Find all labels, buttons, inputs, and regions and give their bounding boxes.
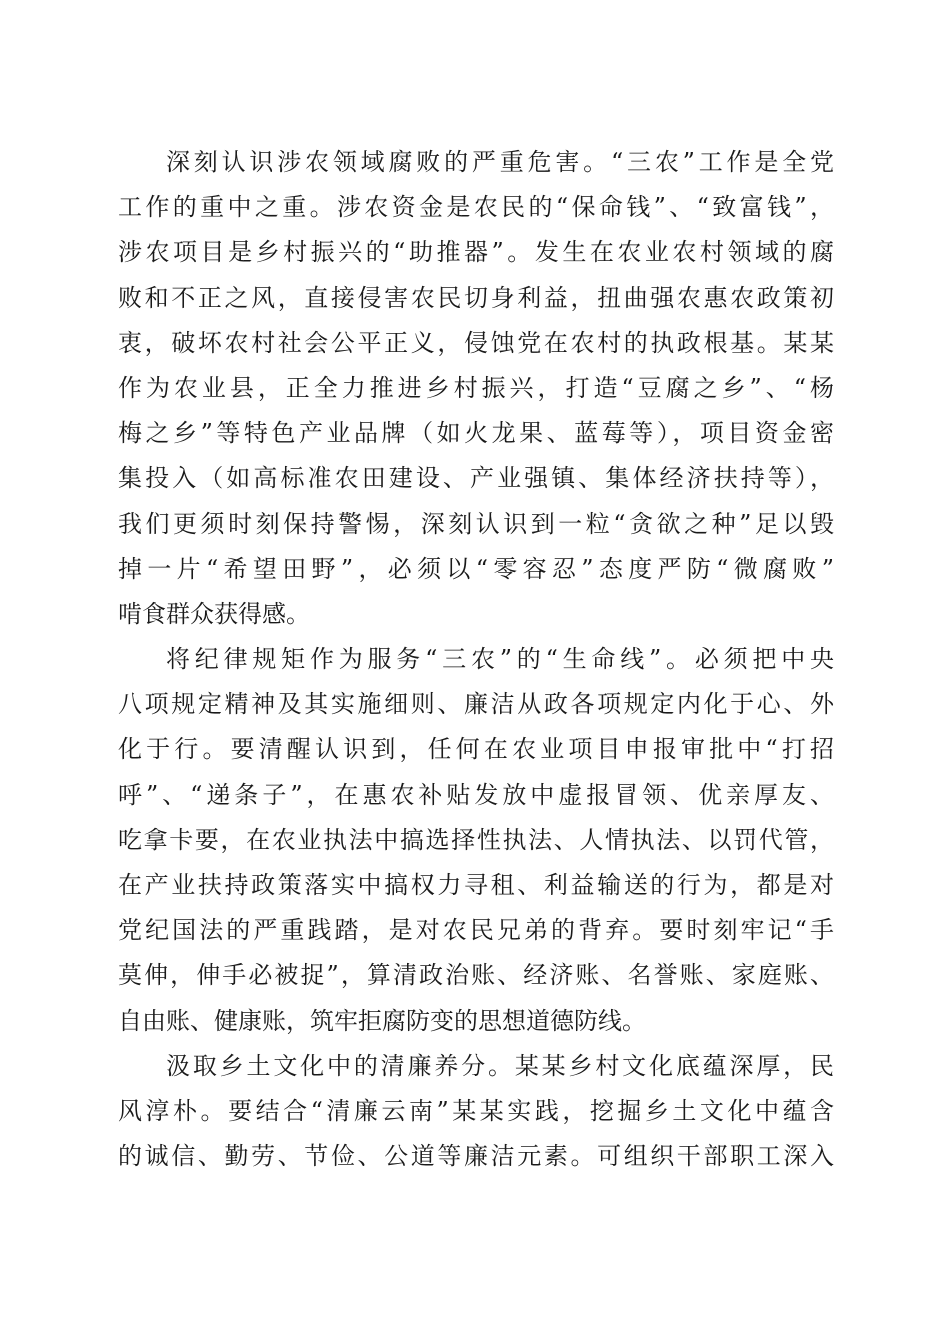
paragraph-discipline-lifeline [118, 637, 834, 1044]
text-line: 作为农业县，正全力推进乡村振兴，打造“豆腐之乡”、“杨 [118, 373, 834, 402]
paragraph-corruption-harm [118, 140, 834, 637]
text-line: 工作的重中之重。涉农资金是农民的“保命钱”、“致富钱”， [118, 193, 834, 222]
text-line: 梅之乡”等特色产业品牌（如火龙果、蓝莓等），项目资金密 [118, 419, 834, 448]
paragraph-rural-culture [118, 1044, 834, 1180]
document-page [118, 140, 834, 1179]
text-line: 自由账、健康账，筑牢拒腐防变的思想道德防线。 [118, 1006, 646, 1035]
text-line: 汲取乡土文化中的清廉养分。某某乡村文化底蕴深厚，民 [166, 1051, 834, 1080]
text-line: 化于行。要清醒认识到，任何在农业项目申报审批中“打招 [118, 735, 834, 764]
text-line: 衷，破坏农村社会公平正义，侵蚀党在农村的执政根基。某某 [118, 328, 834, 357]
text-line: 莫伸，伸手必被捉”，算清政治账、经济账、名誉账、家庭账、 [118, 961, 834, 990]
text-line: 吃拿卡要，在农业执法中搞选择性执法、人情执法、以罚代管， [118, 825, 834, 854]
text-line: 党纪国法的严重践踏，是对农民兄弟的背弃。要时刻牢记“手 [118, 916, 834, 945]
text-line: 风淳朴。要结合“清廉云南”某某实践，挖掘乡土文化中蕴含 [118, 1096, 834, 1125]
text-line: 集投入（如高标准农田建设、产业强镇、集体经济扶持等）， [118, 464, 834, 493]
text-line: 的诚信、勤劳、节俭、公道等廉洁元素。可组织干部职工深入 [118, 1142, 834, 1171]
text-line: 败和不正之风，直接侵害农民切身利益，扭曲强农惠农政策初 [118, 283, 834, 312]
text-line: 我们更须时刻保持警惕，深刻认识到一粒“贪欲之种”足以毁 [118, 509, 834, 538]
text-line: 掉一片“希望田野”，必须以“零容忍”态度严防“微腐败” [118, 554, 834, 583]
text-line: 啃食群众获得感。 [118, 599, 310, 628]
text-line: 在产业扶持政策落实中搞权力寻租、利益输送的行为，都是对 [118, 871, 834, 899]
text-line: 将纪律规矩作为服务“三农”的“生命线”。必须把中央 [166, 645, 834, 674]
text-line: 涉农项目是乡村振兴的“助推器”。发生在农业农村领域的腐 [118, 238, 834, 267]
text-line: 八项规定精神及其实施细则、廉洁从政各项规定内化于心、外 [118, 690, 834, 719]
text-line: 呼”、“递条子”，在惠农补贴发放中虚报冒领、优亲厚友、 [118, 780, 834, 809]
text-line: 深刻认识涉农领域腐败的严重危害。“三农”工作是全党 [166, 148, 834, 176]
